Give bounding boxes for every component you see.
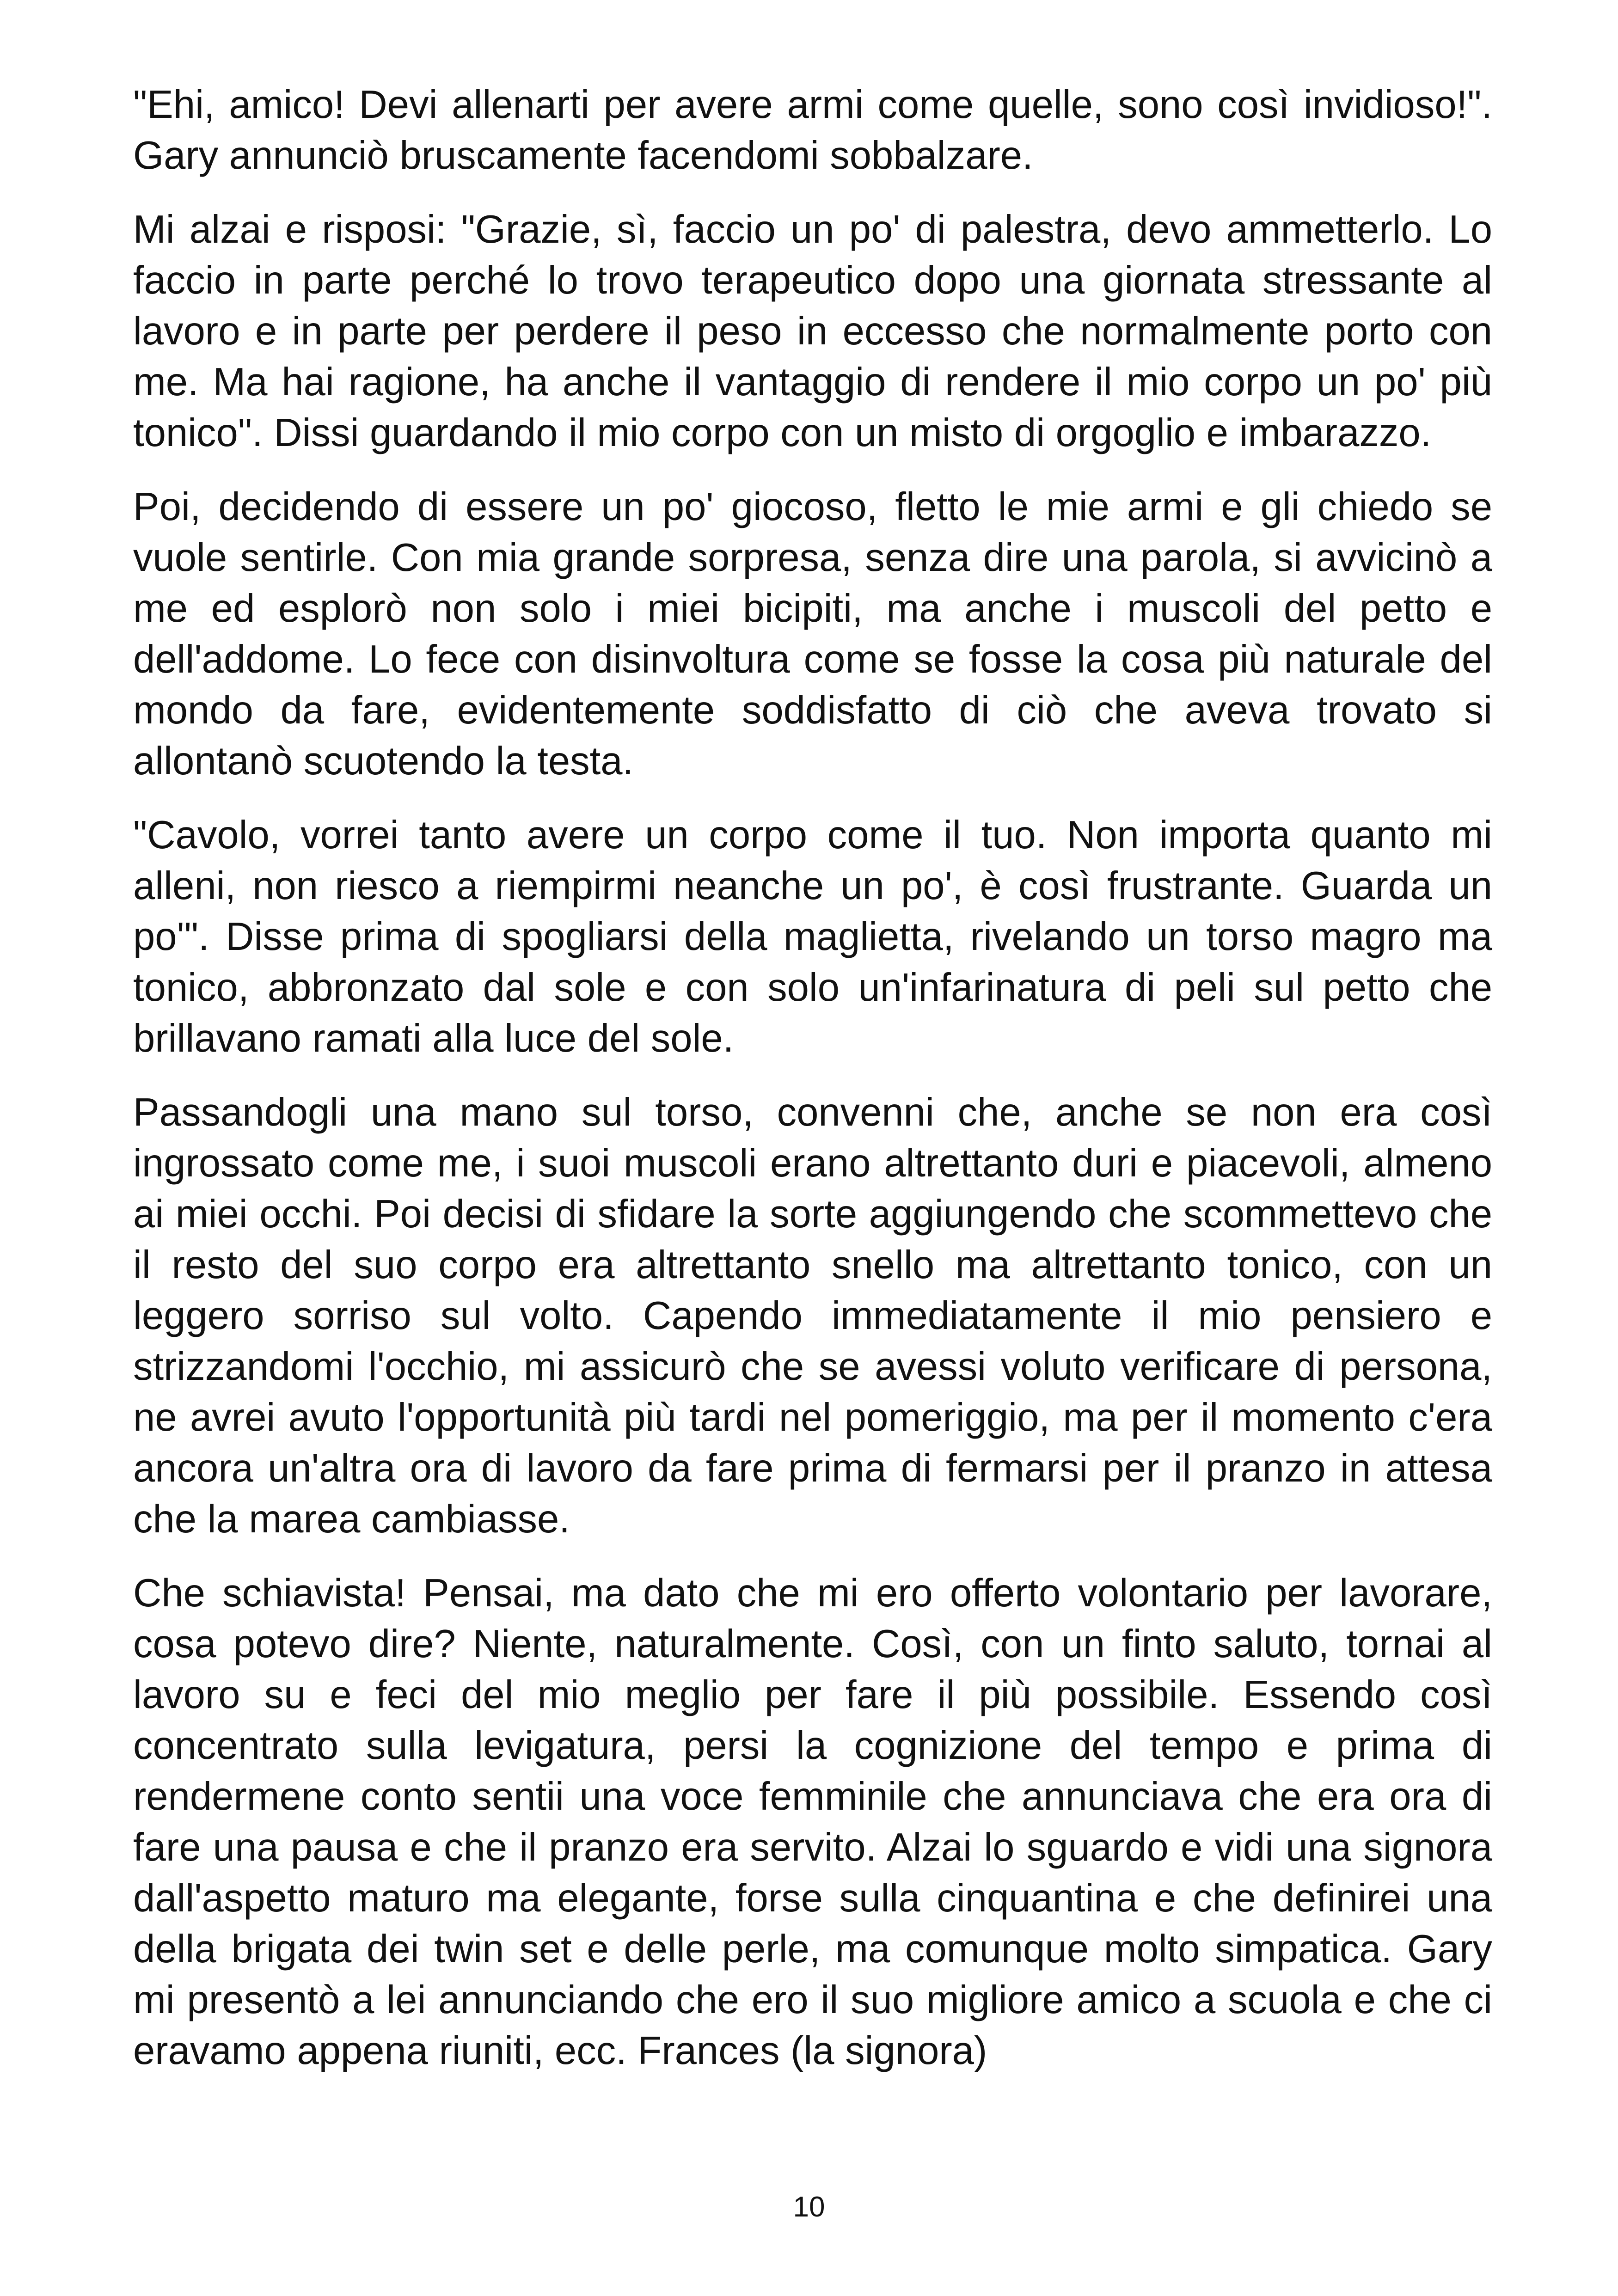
paragraph-6: Che schiavista! Pensai, ma dato che mi ero offerto volontario per lavorare, cosa potevo dire? Niente, naturalmente. Così, con un finto saluto, tornai al lavoro su e feci del mio meglio per fare il più possibile. Essendo così concentrato sulla levigatura, persi la cognizione del tempo e prima di rendermene conto sentii una voce femminile che annunciava che era ora di fare una pausa e che il pranzo era servito. Alzai lo sguardo e vidi una signora dall'aspetto maturo ma elegante, forse sulla cinquantina e che definirei una della brigata dei twin set e delle perle, ma comunque molto simpatica. Gary mi presentò a lei annunciando che ero il suo migliore amico a scuola e che ci eravamo appena riuniti, ecc. Frances (la signora) [133,1571,1492,2073]
page-number: 10 [793,2191,825,2223]
paragraph-4: "Cavolo, vorrei tanto avere un corpo come il tuo. Non importa quanto mi alleni, non riesco a riempirmi neanche un po', è così frustrante. Guarda un po'". Disse prima di spogliarsi della maglietta, rivelando un torso magro ma tonico, abbronzato dal sole e con solo un'infarinatura di peli sul petto che brillavano ramati alla luce del sole. [133,813,1492,1060]
paragraph-5: Passandogli una mano sul torso, convenni che, anche se non era così ingrossato come me, i suoi muscoli erano altrettanto duri e piacevoli, almeno ai miei occhi. Poi decisi di sfidare la sorte aggiungendo che scommettevo che il resto del suo corpo era altrettanto snello ma altrettanto tonico, con un leggero sorriso sul volto. Capendo immediatamente il mio pensiero e strizzandomi l'occhio, mi assicurò che se avessi voluto verificare di persona, ne avrei avuto l'opportunità più tardi nel pomeriggio, ma per il momento c'era ancora un'altra ora di lavoro da fare prima di fermarsi per il pranzo in attesa che la marea cambiasse. [133,1090,1492,1541]
body-text [133,80,1492,2100]
paragraph-2: Mi alzai e risposi: "Grazie, sì, faccio un po' di palestra, devo ammetterlo. Lo faccio in parte perché lo trovo terapeutico dopo una giornata stressante al lavoro e in parte per perdere il peso in eccesso che normalmente porto con me. Ma hai ragione, ha anche il vantaggio di rendere il mio corpo un po' più tonico". Dissi guardando il mio corpo con un misto di orgoglio e imbarazzo. [133,208,1492,455]
paragraph-3: Poi, decidendo di essere un po' giocoso, fletto le mie armi e gli chiedo se vuole sentirle. Con mia grande sorpresa, senza dire una parola, si avvicinò a me ed esplorò non solo i miei bicipiti, ma anche i muscoli del petto e dell'addome. Lo fece con disinvoltura come se fosse la cosa più naturale del mondo da fare, evidentemente soddisfatto di ciò che aveva trovato si allontanò scuotendo la testa. [133,485,1492,783]
paragraph-1: "Ehi, amico! Devi allenarti per avere armi come quelle, sono così invidioso!". Gary annunciò bruscamente facendomi sobbalzare. [133,83,1492,178]
